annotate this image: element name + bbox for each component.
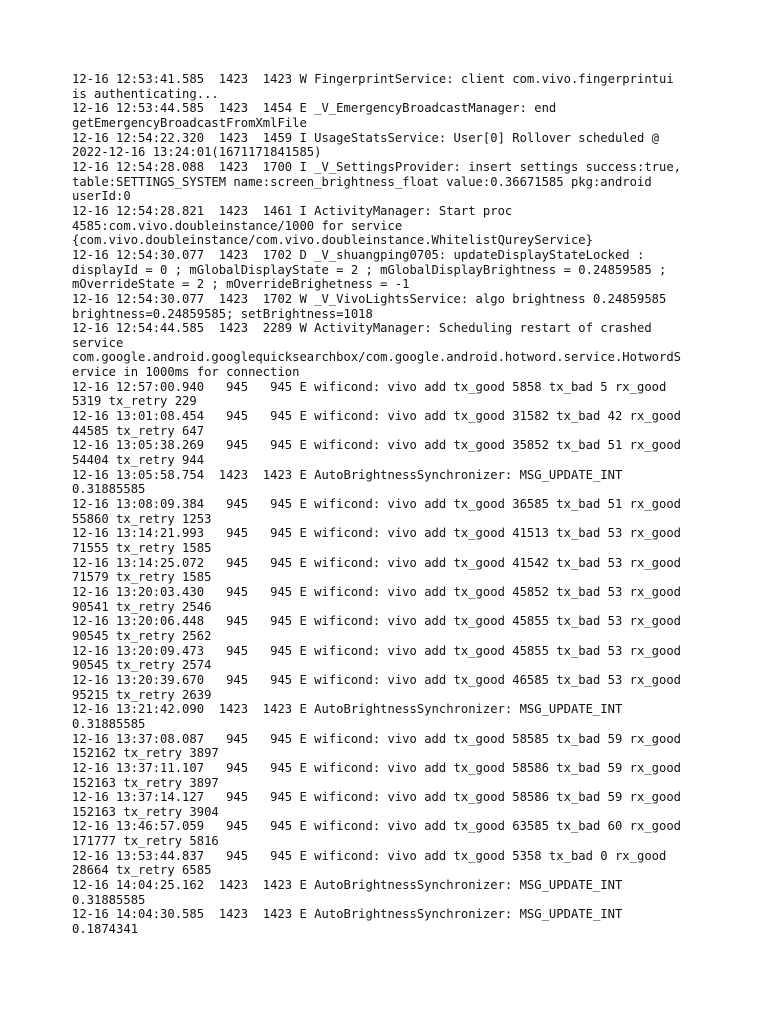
log-line: 71579 tx_retry 1585 <box>72 570 212 585</box>
log-line: 12-16 12:54:28.821 1423 1461 I ActivityManager: Start proc <box>72 203 513 218</box>
log-line: getEmergencyBroadcastFromXmlFile <box>72 115 307 130</box>
log-line: 12-16 13:53:44.837 945 945 E wificond: vivo add tx_good 5358 tx_bad 0 rx_good <box>72 848 667 863</box>
log-line: {com.vivo.doubleinstance/com.vivo.doubleinstance.WhitelistQureyService} <box>72 233 593 248</box>
log-line: mOverrideState = 2 ; mOverrideBrighetness = -1 <box>72 277 410 292</box>
log-line: 12-16 12:54:22.320 1423 1459 I UsageStatsService: User[0] Rollover scheduled @ <box>72 130 659 145</box>
log-line: service <box>72 335 124 350</box>
log-line: 12-16 12:57:00.940 945 945 E wificond: vivo add tx_good 5858 tx_bad 5 rx_good <box>72 379 667 394</box>
log-line: 12-16 13:01:08.454 945 945 E wificond: vivo add tx_good 31582 tx_bad 42 rx_good <box>72 409 682 424</box>
log-line: 12-16 13:05:58.754 1423 1423 E AutoBrightnessSynchronizer: MSG_UPDATE_INT <box>72 467 623 482</box>
log-line: 54404 tx_retry 944 <box>72 453 205 468</box>
log-line: userId:0 <box>72 189 131 204</box>
log-line: 90545 tx_retry 2574 <box>72 658 212 673</box>
log-line: 90545 tx_retry 2562 <box>72 628 212 643</box>
log-line: 71555 tx_retry 1585 <box>72 541 212 555</box>
log-line: brightness=0.24859585; setBrightness=1018 <box>72 306 373 321</box>
log-line: 152163 tx_retry 3897 <box>72 775 219 790</box>
log-line: 12-16 12:53:44.585 1423 1454 E _V_EmergencyBroadcastManager: end <box>72 101 557 116</box>
log-line: 0.1874341 <box>72 922 139 937</box>
log-line: 12-16 13:14:21.993 945 945 E wificond: vivo add tx_good 41513 tx_bad 53 rx_good <box>72 526 682 541</box>
log-line: is authenticating... <box>72 86 219 101</box>
log-line: 44585 tx_retry 647 <box>72 423 205 438</box>
log-line: 12-16 13:20:09.473 945 945 E wificond: vivo add tx_good 45855 tx_bad 53 rx_good <box>72 643 682 658</box>
log-line: 171777 tx_retry 5816 <box>72 834 219 849</box>
log-line: ervice in 1000ms for connection <box>72 365 300 380</box>
log-line: 12-16 13:20:39.670 945 945 E wificond: vivo add tx_good 46585 tx_bad 53 rx_good <box>72 672 682 687</box>
log-line: 55860 tx_retry 1253 <box>72 511 212 526</box>
log-line: 12-16 12:54:30.077 1423 1702 W _V_VivoLightsService: algo brightness 0.24859585 <box>72 291 667 306</box>
log-line: 90541 tx_retry 2546 <box>72 599 212 614</box>
log-line: 12-16 12:54:44.585 1423 2289 W ActivityManager: Scheduling restart of crashed <box>72 321 652 336</box>
log-line: 12-16 12:53:41.585 1423 1423 W FingerprintService: client com.vivo.fingerprintui <box>72 72 674 86</box>
log-line: 12-16 13:37:08.087 945 945 E wificond: vivo add tx_good 58585 tx_bad 59 rx_good <box>72 731 682 746</box>
log-line: 12-16 13:46:57.059 945 945 E wificond: vivo add tx_good 63585 tx_bad 60 rx_good <box>72 819 682 834</box>
log-line: 152163 tx_retry 3904 <box>72 804 219 819</box>
log-line: 0.31885585 <box>72 892 146 907</box>
log-line: com.google.android.googlequicksearchbox/com.google.android.hotword.service.HotwordS <box>72 350 682 365</box>
log-line: 12-16 13:21:42.090 1423 1423 E AutoBrightnessSynchronizer: MSG_UPDATE_INT <box>72 702 623 717</box>
log-line: 12-16 12:54:28.088 1423 1700 I _V_SettingsProvider: insert settings success:true, <box>72 159 682 174</box>
log-line: 0.31885585 <box>72 716 146 731</box>
log-text-block <box>72 72 702 937</box>
log-line: 12-16 13:05:38.269 945 945 E wificond: vivo add tx_good 35852 tx_bad 51 rx_good <box>72 438 682 453</box>
log-line: 95215 tx_retry 2639 <box>72 687 212 702</box>
log-line: displayId = 0 ; mGlobalDisplayState = 2 ; mGlobalDisplayBrightness = 0.24859585 ; <box>72 262 667 277</box>
log-line: 2022-12-16 13:24:01(1671171841585) <box>72 145 322 160</box>
log-line: 12-16 13:37:14.127 945 945 E wificond: vivo add tx_good 58586 tx_bad 59 rx_good <box>72 790 682 805</box>
log-line: 12-16 13:20:03.430 945 945 E wificond: vivo add tx_good 45852 tx_bad 53 rx_good <box>72 584 682 599</box>
log-line: 28664 tx_retry 6585 <box>72 863 212 878</box>
log-line: 12-16 14:04:25.162 1423 1423 E AutoBrightnessSynchronizer: MSG_UPDATE_INT <box>72 878 623 893</box>
log-line: 5319 tx_retry 229 <box>72 394 197 409</box>
log-line: 12-16 13:08:09.384 945 945 E wificond: vivo add tx_good 36585 tx_bad 51 rx_good <box>72 497 682 512</box>
log-line: 12-16 14:04:30.585 1423 1423 E AutoBrightnessSynchronizer: MSG_UPDATE_INT <box>72 907 623 922</box>
log-line: 12-16 12:54:30.077 1423 1702 D _V_shuangping0705: updateDisplayStateLocked : <box>72 247 645 262</box>
log-line: 12-16 13:20:06.448 945 945 E wificond: vivo add tx_good 45855 tx_bad 53 rx_good <box>72 614 682 629</box>
log-line: 12-16 13:37:11.107 945 945 E wificond: vivo add tx_good 58586 tx_bad 59 rx_good <box>72 760 682 775</box>
log-line: 12-16 13:14:25.072 945 945 E wificond: vivo add tx_good 41542 tx_bad 53 rx_good <box>72 555 682 570</box>
log-line: table:SETTINGS_SYSTEM name:screen_brightness_float value:0.36671585 pkg:android <box>72 174 652 189</box>
log-line: 152162 tx_retry 3897 <box>72 746 219 761</box>
log-line: 0.31885585 <box>72 482 146 497</box>
log-line: 4585:com.vivo.doubleinstance/1000 for service <box>72 218 403 233</box>
